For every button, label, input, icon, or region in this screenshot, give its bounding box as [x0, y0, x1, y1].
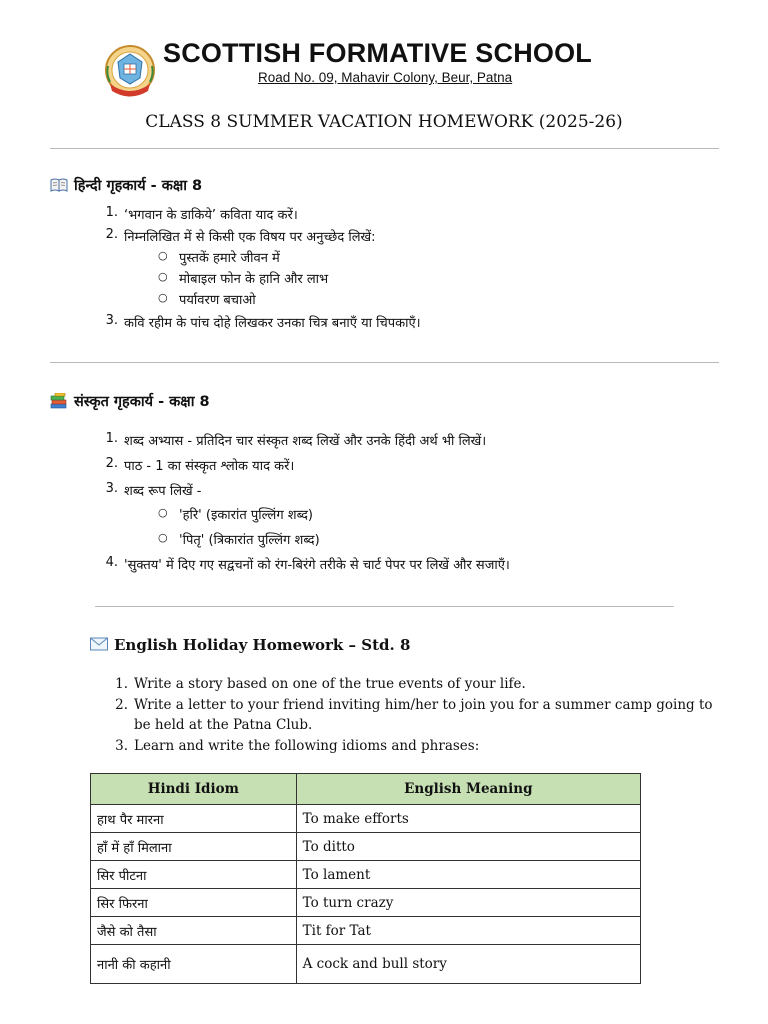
- list-text: पाठ - 1 का संस्कृत श्लोक याद करें।: [124, 459, 295, 474]
- school-name: SCOTTISH FORMATIVE SCHOOL: [163, 38, 592, 68]
- envelope-icon: [90, 637, 108, 653]
- hindi-idiom-cell: सिर पीटना: [91, 861, 297, 889]
- list-number: 1.: [105, 205, 118, 220]
- hindi-idiom-cell: हाँ में हाँ मिलाना: [91, 833, 297, 861]
- english-meaning-cell: To ditto: [296, 833, 640, 861]
- list-text: शब्द रूप लिखें -: [124, 484, 202, 499]
- english-meaning-cell: To make efforts: [296, 805, 640, 833]
- circle-bullet-icon: ○: [158, 270, 168, 283]
- list-number: 2.: [105, 456, 118, 471]
- list-number: 2.: [115, 697, 128, 713]
- hindi-idiom-cell: जैसे को तैसा: [91, 917, 297, 945]
- hindi-idiom-cell: नानी की कहानी: [91, 945, 297, 984]
- divider: [50, 362, 719, 363]
- list-text: 'सुक्तय' में दिए गए सद्वचनों को रंग-बिरंगे तरीके से चार्ट पेपर पर लिखें और सजाएँ।: [124, 558, 510, 573]
- idioms-table: [90, 773, 641, 984]
- circle-bullet-icon: ○: [158, 506, 168, 519]
- circle-bullet-icon: ○: [158, 531, 168, 544]
- list-text: कवि रहीम के पांच दोहे लिखकर उनका चित्र बनाएँ या चिपकाएँ।: [124, 316, 421, 331]
- table-row: [91, 861, 641, 889]
- list-number: 3.: [105, 313, 118, 328]
- subitem-text: 'पितृ' (त्रिकारांत पुल्लिंग शब्द): [179, 533, 320, 548]
- hindi-section-label: हिन्दी गृहकार्य - कक्षा 8: [74, 178, 203, 194]
- list-text: ‘भगवान के डाकिये’ कविता याद करें।: [124, 208, 298, 223]
- english-meaning-cell: To lament: [296, 861, 640, 889]
- circle-bullet-icon: ○: [158, 249, 168, 262]
- english-meaning-cell: To turn crazy: [296, 889, 640, 917]
- list-number: 3.: [105, 481, 118, 496]
- list-text: निम्नलिखित में से किसी एक विषय पर अनुच्छेद लिखें:: [124, 230, 376, 245]
- divider: [50, 148, 719, 149]
- list-number: 2.: [105, 227, 118, 242]
- subitem-text: पुस्तकें हमारे जीवन में: [179, 251, 280, 266]
- table-header-row: [91, 774, 641, 805]
- list-number: 3.: [115, 738, 128, 754]
- table-row: [91, 833, 641, 861]
- list-number: 4.: [105, 555, 118, 570]
- column-header-hindi-idiom: Hindi Idiom: [91, 774, 297, 805]
- hindi-section-title: [50, 175, 202, 195]
- sanskrit-section-title: [50, 391, 210, 411]
- books-stack-icon: [50, 393, 68, 409]
- subitem-text: पर्यावरण बचाओ: [179, 293, 256, 308]
- sanskrit-section-label: संस्कृत गृहकार्य - कक्षा 8: [74, 394, 210, 410]
- list-number: 1.: [115, 676, 128, 692]
- english-meaning-cell: Tit for Tat: [296, 917, 640, 945]
- table-row: [91, 917, 641, 945]
- subitem-text: 'हरि' (इकारांत पुल्लिंग शब्द): [179, 508, 313, 523]
- circle-bullet-icon: ○: [158, 291, 168, 304]
- table-row: [91, 945, 641, 984]
- english-section-label: English Holiday Homework – Std. 8: [114, 636, 411, 654]
- list-text: Learn and write the following idioms and phrases:: [134, 738, 480, 754]
- list-text: शब्द अभ्यास - प्रतिदिन चार संस्कृत शब्द लिखें और उनके हिंदी अर्थ भी लिखें।: [124, 434, 487, 449]
- page-title: CLASS 8 SUMMER VACATION HOMEWORK (2025-26): [145, 112, 623, 132]
- hindi-idiom-cell: हाथ पैर मारना: [91, 805, 297, 833]
- school-address: Road No. 09, Mahavir Colony, Beur, Patna: [258, 70, 513, 85]
- open-book-icon: [50, 177, 68, 193]
- table-row: [91, 889, 641, 917]
- table-row: [91, 805, 641, 833]
- list-text: Write a story based on one of the true events of your life.: [134, 676, 526, 692]
- school-logo: [104, 44, 156, 98]
- list-text: be held at the Patna Club.: [134, 717, 313, 733]
- hindi-idiom-cell: सिर फिरना: [91, 889, 297, 917]
- english-section-title: [90, 636, 410, 654]
- column-header-english-meaning: English Meaning: [296, 774, 640, 805]
- list-text: Write a letter to your friend inviting him/her to join you for a summer camp going to: [134, 697, 713, 713]
- subitem-text: मोबाइल फोन के हानि और लाभ: [179, 272, 329, 287]
- divider: [95, 606, 674, 607]
- list-number: 1.: [105, 431, 118, 446]
- english-meaning-cell: A cock and bull story: [296, 945, 640, 984]
